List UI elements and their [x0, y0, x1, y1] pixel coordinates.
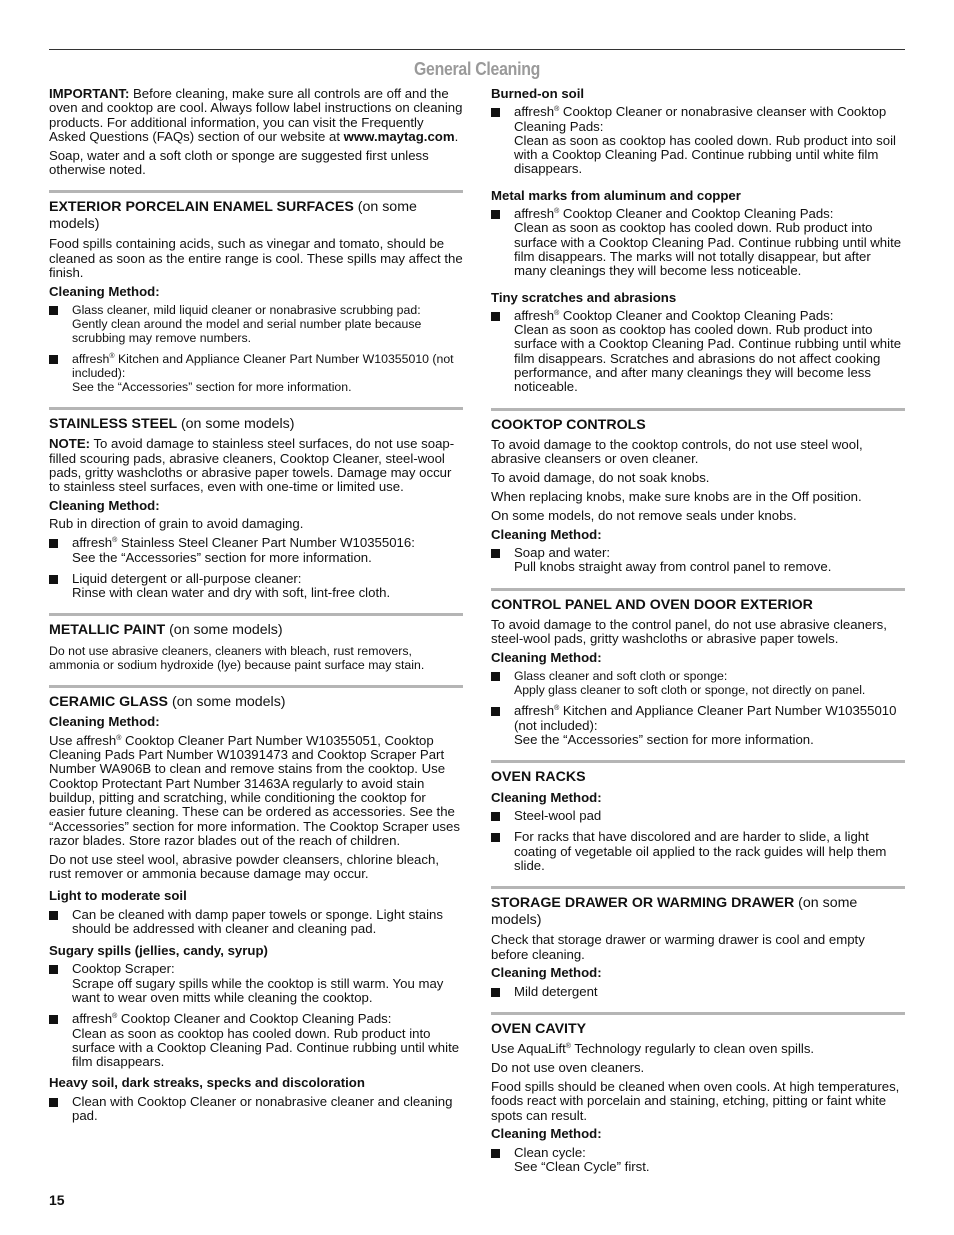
page-title: General Cleaning	[413, 59, 541, 79]
list-item: Mild detergent	[491, 985, 905, 999]
section-heading: CERAMIC GLASS (on some models)	[49, 693, 286, 710]
list-item: affresh® Cooktop Cleaner and Cooktop Cleaning Pads: Clean as soon as cooktop has cooled down. Rub product into surface with a Cooktop Cleaning Pad. Continue rubbing until white film disappears.	[49, 1012, 463, 1069]
intro-section	[49, 87, 463, 177]
list-item: Soap and water: Pull knobs straight away from control panel to remove.	[491, 546, 905, 575]
list-item: affresh® Cooktop Cleaner and Cooktop Cleaning Pads: Clean as soon as cooktop has cooled down. Rub product into surface with a Cooktop Cleaning Pad. Continue rubbing until white film disappears. The marks will not totally disappear, but after many cleanings they will become less noticeable.	[491, 207, 905, 278]
control-panel-section: CONTROL PANEL AND OVEN DOOR EXTERIOR To avoid damage to the control panel, do not use abrasive cleaners, steel-wool pads, gritty washcloths or abrasive paper towels. Cleaning Method: Glass cleaner and soft cloth or sponge: Apply glass cleaner to soft cloth or sponge, not directly on panel. affresh® Kitchen and Appliance Cleaner Part Number W10355010 (not included): See the “Accessories” section for more information.	[491, 588, 905, 748]
oven-cavity-section: OVEN CAVITY Use AquaLift® Technology regularly to clean oven spills. Do not use oven cleaners. Food spills should be cleaned when oven cools. At high temperatures, foods react with porcelain and staining, etching, pitting or faint white spots can result. Cleaning Method: Clean cycle: See “Clean Cycle” first.	[491, 1012, 905, 1174]
list-item: Glass cleaner and soft cloth or sponge: Apply glass cleaner to soft cloth or sponge, not directly on panel.	[491, 669, 905, 697]
section-heading: METALLIC PAINT (on some models)	[49, 622, 283, 639]
exterior-section: EXTERIOR PORCELAIN ENAMEL SURFACES (on some models) Food spills containing acids, such as vinegar and tomato, should be cleaned as soon as the entire range is cool. These spills may affect the finish. Cleaning Method: Glass cleaner, mild liquid cleaner or nonabrasive scrubbing pad: Gently clean around the model and serial number plate because scrubbing may remove numbers. affresh® Kitchen and Appliance Cleaner Part Number W10355010 (not included): See the “Accessories” section for more information.	[49, 190, 463, 394]
drawer-section: STORAGE DRAWER OR WARMING DRAWER (on some models) Check that storage drawer or warming drawer is cool and empty before cleaning. Cleaning Method: Mild detergent	[491, 886, 905, 999]
section-heading: OVEN CAVITY	[491, 1020, 587, 1037]
section-heading: STORAGE DRAWER OR WARMING DRAWER (on some models)	[491, 895, 858, 928]
list-item: affresh® Cooktop Cleaner or nonabrasive cleanser with Cooktop Cleaning Pads: Clean as soon as cooktop has cooled down. Rub product into soil with a Cooktop Cleaning Pad. Continue rubbing until white film disappears.	[491, 105, 905, 176]
list-item: affresh® Kitchen and Appliance Cleaner Part Number W10355010 (not included): See the “Accessories” section for more information.	[49, 352, 463, 394]
top-rule	[49, 49, 905, 50]
page-number: 15	[49, 1192, 65, 1208]
section-heading: EXTERIOR PORCELAIN ENAMEL SURFACES (on some models)	[49, 199, 417, 232]
cooktop-controls-section: COOKTOP CONTROLS To avoid damage to the cooktop controls, do not use steel wool, abrasive cleansers or oven cleaner. To avoid damage, do not soak knobs. When replacing knobs, make sure knobs are in the Off position. On some models, do not remove seals under knobs. Cleaning Method: Soap and water: Pull knobs straight away from control panel to remove.	[491, 408, 905, 575]
list-item: Clean cycle: See “Clean Cycle” first.	[491, 1146, 905, 1175]
list-item: Can be cleaned with damp paper towels or sponge. Light stains should be addressed with cleaner and cleaning pad.	[49, 908, 463, 937]
soap-paragraph: Soap, water and a soft cloth or sponge are suggested first unless otherwise noted.	[49, 147, 429, 177]
list-item: affresh® Cooktop Cleaner and Cooktop Cleaning Pads: Clean as soon as cooktop has cooled down. Rub product into surface with a Cooktop Cleaning Pad. Continue rubbing until white film disappears. Scratches and abrasions do not affect cooking performance, and after many cleanings they will become less noticeable.	[491, 309, 905, 395]
section-heading: COOKTOP CONTROLS	[491, 416, 646, 433]
list-item: Liquid detergent or all-purpose cleaner: Rinse with clean water and dry with soft, lint-free cloth.	[49, 572, 463, 601]
list-item: affresh® Stainless Steel Cleaner Part Number W10355016: See the “Accessories” section for more information.	[49, 536, 463, 565]
list-item: For racks that have discolored and are harder to slide, a light coating of vegetable oil applied to the rack guides will help them slide.	[491, 830, 905, 873]
left-column	[49, 87, 463, 1130]
oven-racks-section: OVEN RACKS Cleaning Method: Steel-wool pad For racks that have discolored and are harder to slide, a light coating of vegetable oil applied to the rack guides will help them slide.	[491, 760, 905, 873]
section-heading: CONTROL PANEL AND OVEN DOOR EXTERIOR	[491, 596, 813, 613]
list-item: Steel-wool pad	[491, 809, 905, 823]
ceramic-section: CERAMIC GLASS (on some models) Cleaning Method: Use affresh® Cooktop Cleaner Part Number W10355051, Cooktop Cleaning Pads Part Number W10391473 and Cooktop Scraper Part Number WA906B to clean and remove stains from the cooktop. Use Cooktop Protectant Part Number 31463A regularly to avoid stain buildup, pitting and scratching, while conditioning the cooktop for easier future cleaning. These can be ordered as accessories. See the “Accessories” section for more information. The Cooktop Scraper uses razor blades. Store razor blades out of the reach of children. Do not use steel wool, abrasive powder cleansers, chlorine bleach, rust remover or ammonia because damage may occur. Light to moderate soil Can be cleaned with damp paper towels or sponge. Light stains should be addressed with cleaner and cleaning pad. Sugary spills (jellies, candy, syrup) Cooktop Scraper: Scrape off sugary spills while the cooktop is still warm. You may want to wear oven mitts while cleaning the cooktop. affresh® Cooktop Cleaner and Cooktop Cleaning Pads: Clean as soon as cooktop has cooled down. Rub product into surface with a Cooktop Cleaning Pad. Continue rubbing until white film disappears. Heavy soil, dark streaks, specks and discoloration Clean with Cooktop Cleaner or nonabrasive cleaner and cleaning pad.	[49, 685, 463, 1123]
metallic-section: METALLIC PAINT (on some models) Do not use abrasive cleaners, cleaners with bleach, rust removers, ammonia or sodium hydroxide (lye) because paint surface may stain.	[49, 613, 463, 672]
website-link[interactable]: www.maytag.com	[343, 128, 455, 144]
stainless-section: STAINLESS STEEL (on some models) NOTE: To avoid damage to stainless steel surfaces, do not use soap-filled scouring pads, abrasive cleaners, Cooktop Cleaner, steel-wool pads, gritty washcloths or abrasive paper towels. Damage may occur to stainless steel surfaces, even with one-time or limited use. Cleaning Method: Rub in direction of grain to avoid damaging. affresh® Stainless Steel Cleaner Part Number W10355016: See the “Accessories” section for more information. Liquid detergent or all-purpose cleaner: Rinse with clean water and dry with soft, lint-free cloth.	[49, 407, 463, 600]
section-heading: OVEN RACKS	[491, 769, 586, 786]
list-item: Cooktop Scraper: Scrape off sugary spills while the cooktop is still warm. You may want to wear oven mitts while cleaning the cooktop.	[49, 962, 463, 1005]
list-item: Glass cleaner, mild liquid cleaner or nonabrasive scrubbing pad: Gently clean around the model and serial number plate because scrubbing may remove numbers.	[49, 303, 463, 345]
section-heading: STAINLESS STEEL (on some models)	[49, 415, 295, 432]
list-item: affresh® Kitchen and Appliance Cleaner Part Number W10355010 (not included): See the “Accessories” section for more information.	[491, 704, 905, 747]
right-column: Burned-on soil affresh® Cooktop Cleaner or nonabrasive cleanser with Cooktop Cleaning Pads: Clean as soon as cooktop has cooled down. Rub product into soil with a Cooktop Cleaning Pad. Continue rubbing until white film disappears. Metal marks from aluminum and copper affresh® Cooktop Cleaner and Cooktop Cleaning Pads: Clean as soon as cooktop has cooled down. Rub product into surface with a Cooktop Cleaning Pad. Continue rubbing until white film disappears. The marks will not totally disappear, but after many cleanings they will become less noticeable. Tiny scratches and abrasions affresh® Cooktop Cleaner and Cooktop Cleaning Pads: Clean as soon as cooktop has cooled down. Rub product into surface with a Cooktop Cleaning Pad. Continue rubbing until white film disappears. Scratches and abrasions do not affect cooking performance, and after many cleanings they will become less noticeable. COOKTOP CONTROLS To avoid damage to the cooktop controls, do not use steel wool, abrasive cleansers or oven cleaner. To avoid damage, do not soak knobs. When replacing knobs, make sure knobs are in the Off position. On some models, do not remove seals under knobs. Cleaning Method: Soap and water: Pull knobs straight away from control panel to remove. CONTROL PANEL AND OVEN DOOR EXTERIOR To avoid damage to the control panel, do not use abrasive cleaners, steel-wool pads, gritty washcloths or abrasive paper towels. Cleaning Method: Glass cleaner and soft cloth or sponge: Apply glass cleaner to soft cloth or sponge, not directly on panel. affresh® Kitchen and Appliance Cleaner Part Number W10355010 (not included): See the “Accessories” section for more information. OVEN RACKS Cleaning Method: Steel-wool pad For racks that have discolored and are harder to slide, a light coating of vegetable oil applied to the rack guides will help them slide. STORAGE DRAWER OR WARMING DRAWER (on some models) Check that storage drawer or warming drawer is cool and empty before cleaning. Cleaning Method: Mild detergent OVEN CAVITY Use AquaLift® Technology regularly to clean oven spills. Do not use oven cleaners. Food spills should be cleaned when oven cools. At high temperatures, foods react with porcelain and staining, etching, pitting or faint white spots can result. Cleaning Method: Clean cycle: See “Clean Cycle” first.	[491, 87, 905, 1181]
important-paragraph: IMPORTANT: Before cleaning, make sure all controls are off and the oven and cooktop are cool. Always follow label instructions on cleaning products. For additional information, you can visit the Frequently Asked Questions (FAQs) section of our website at www.maytag.com.	[49, 86, 463, 144]
list-item: Clean with Cooktop Cleaner or nonabrasive cleaner and cleaning pad.	[49, 1095, 463, 1124]
